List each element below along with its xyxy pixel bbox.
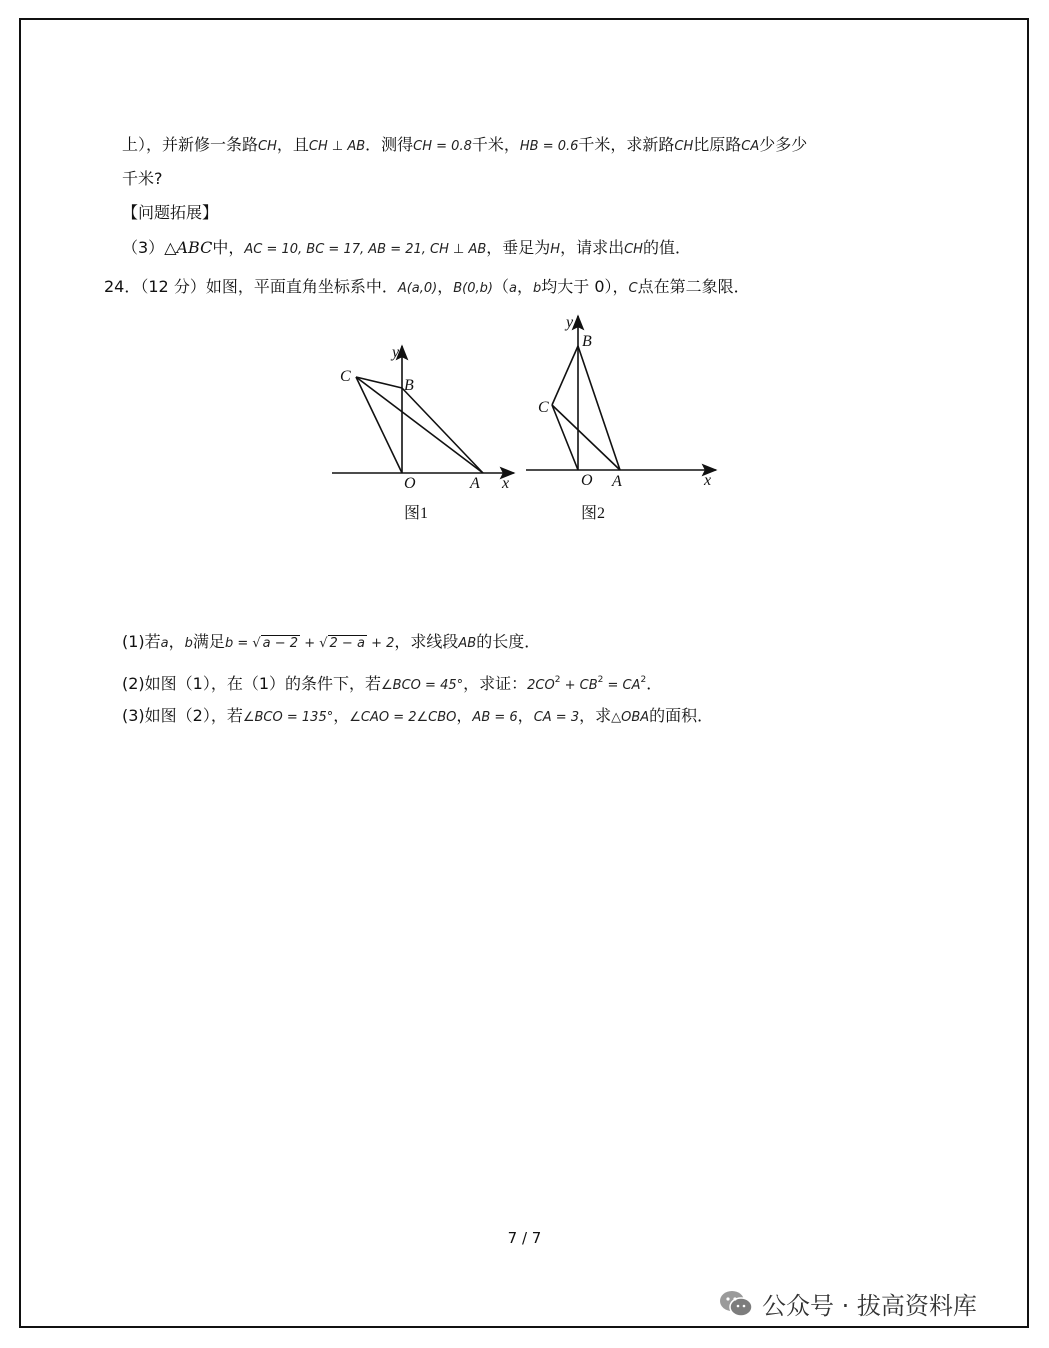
watermark bbox=[718, 1286, 977, 1321]
q24-part3: (3)如图（2），若∠BCO = 135°，∠CAO = 2∠CBO，AB = 6，CA = 3，求△OBA的面积． bbox=[122, 706, 714, 725]
fig2-segment-co bbox=[552, 405, 578, 470]
q23-line2: 千米? bbox=[122, 169, 163, 188]
fig2-label-c: C bbox=[538, 399, 549, 416]
fig2-segment-cb bbox=[552, 346, 578, 405]
watermark-text: 公众号 · 拔高资料库 bbox=[762, 1292, 977, 1320]
figure-2 bbox=[526, 316, 716, 470]
q24-intro: 24．（12 分）如图，平面直角坐标系中．A(a,0)，B(0,b)（a，b均大于 0），C点在第二象限． bbox=[104, 277, 750, 296]
fig2-label-b: B bbox=[582, 333, 592, 350]
q24-part1: (1)若a，b满足b = √ a − 2 + √ 2 − a + 2，求线段AB的长度． bbox=[122, 632, 541, 651]
fig1-label-a: A bbox=[470, 475, 480, 492]
figure-1 bbox=[332, 346, 514, 473]
fig1-segment-ba bbox=[402, 388, 483, 473]
q23-line1: 上），并新修一条路CH，且CH ⊥ AB．测得CH = 0.8千米，HB = 0.6千米，求新路CH比原路CA少多少 bbox=[122, 135, 808, 154]
fig1-label-x: x bbox=[502, 475, 510, 492]
fig1-segment-ca bbox=[356, 377, 483, 473]
fig1-label-c: C bbox=[340, 368, 351, 385]
page-number: 7 / 7 bbox=[507, 1229, 542, 1247]
fig1-caption: 图1 bbox=[404, 505, 429, 522]
fig2-label-y: y bbox=[566, 314, 574, 331]
fig2-segment-ba bbox=[578, 346, 620, 470]
fig2-label-x: x bbox=[704, 472, 712, 489]
wechat-icon bbox=[718, 1289, 754, 1319]
fig1-segment-co bbox=[356, 377, 402, 473]
fig2-caption: 图2 bbox=[581, 505, 606, 522]
fig1-label-b: B bbox=[404, 377, 414, 394]
figures bbox=[320, 308, 740, 533]
fig1-label-y: y bbox=[392, 344, 400, 361]
q23-part3: （3）△ABC中，AC = 10, BC = 17, AB = 21, CH ⊥ AB，垂足为H，请求出CH的值． bbox=[122, 238, 691, 257]
fig2-label-o: O bbox=[581, 472, 593, 489]
fig1-label-o: O bbox=[404, 475, 416, 492]
extension-heading: 【问题拓展】 bbox=[122, 203, 219, 222]
fig2-label-a: A bbox=[612, 473, 622, 490]
q24-part2: (2)如图（1），在（1）的条件下，若∠BCO = 45°，求证：$2CO^2 + CB^2 = CA^2$． bbox=[122, 674, 663, 693]
